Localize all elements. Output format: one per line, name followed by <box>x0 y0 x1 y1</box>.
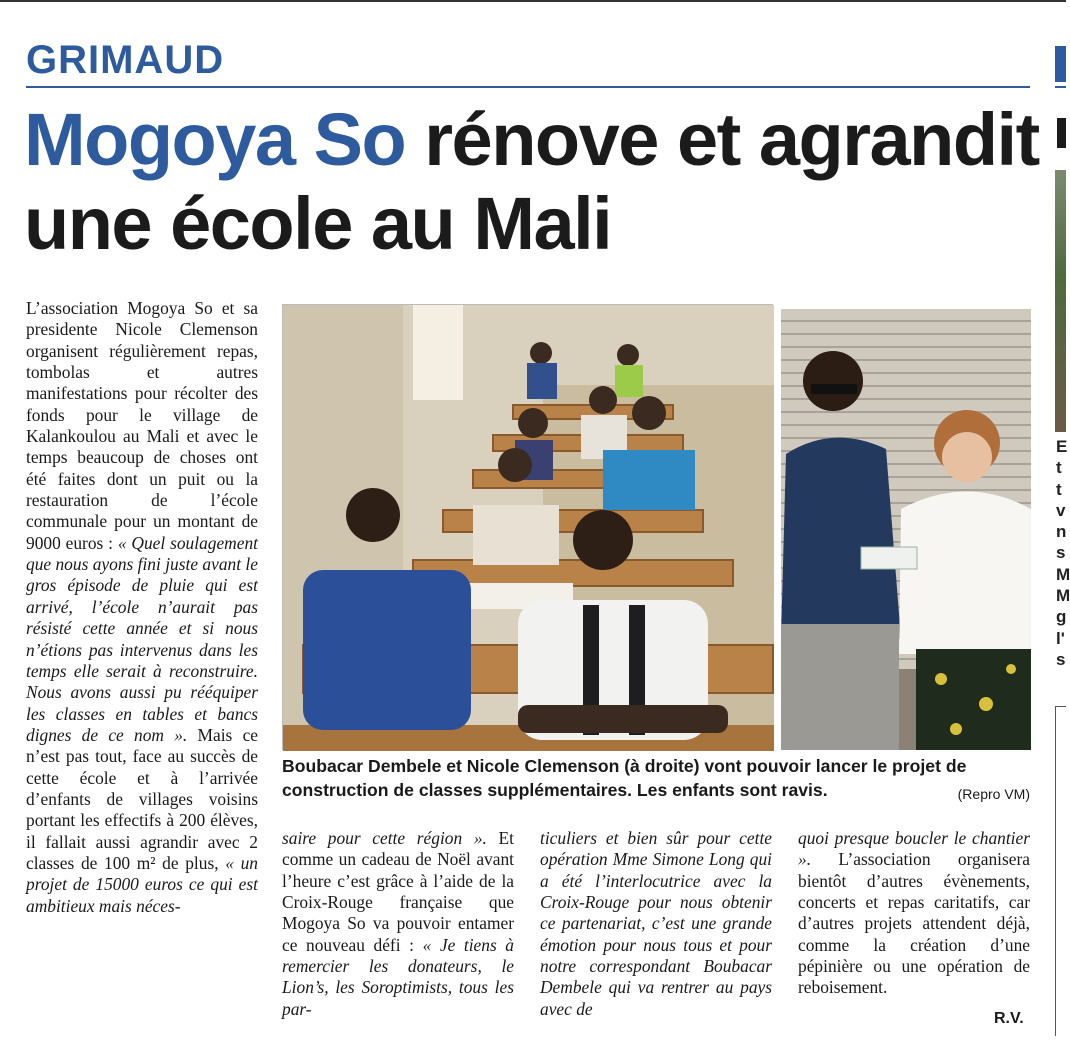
portrait-photo <box>781 309 1031 750</box>
article-column-4 <box>798 828 1030 999</box>
article-closing: L’association organisera bientôt d’autres évènements, concerts et repas caritatifs, car d’autres projets attendent déjà, comme la création d’une pépinière ou une opération de reboisement. <box>798 849 1030 998</box>
headline-highlight: Mogoya So <box>24 98 406 181</box>
quote-project: « un projet de 15000 euros ce qui est ambitieux mais néces- <box>26 852 258 916</box>
section-rubric: GRIMAUD <box>26 38 225 82</box>
quote-final: quoi presque boucler le chantier ». <box>798 828 1030 870</box>
portrait-illustration <box>781 309 1031 750</box>
article-partnership: Et comme un cadeau de Noël avant l’heure c’est grâce à l’aide de la Croix-Rouge française que Mogoya So va pouvoir entamer ce nouveau défi : <box>282 828 514 955</box>
caption-text: Boubacar Dembele et Nicole Clemenson (à droite) vont pouvoir lancer le projet de construction de classes supplémentaires. Les enfants sont ravis. <box>282 756 967 800</box>
quote-end: saire pour cette région ». <box>282 828 487 848</box>
author-signature: R.V. <box>994 1010 1024 1027</box>
article-lead: L’association Mogoya So et sa presidente Nicole Clemenson organisent régulièrement repas, tombolas et autres manifestations pour récolter des fonds pour le village de Kalankoulou au Mali et avec le temps beaucoup de choses ont été faites dont un puit ou la restauration de l’école communale pour un montant de 9000 euros : <box>26 298 258 553</box>
article-column-2 <box>282 828 514 1020</box>
rubric-divider <box>26 86 1030 88</box>
adjacent-article-text-edge: E t t v n s M M g l' s <box>1056 437 1070 669</box>
photo-caption <box>282 754 1030 806</box>
adjacent-article-title-edge <box>1057 118 1066 148</box>
adjacent-article-photo-edge <box>1055 170 1066 432</box>
quote-thanks: « Je tiens à remercier les donateurs, le Lion’s, les Soroptimists, tous les par- <box>282 934 515 1019</box>
article-column-1 <box>26 298 258 917</box>
classroom-illustration <box>283 305 774 751</box>
classroom-photo <box>282 304 773 750</box>
headline-rest: rénove et agrandit une école au Mali <box>24 98 1039 265</box>
adjacent-article-rubric-edge <box>1055 46 1066 82</box>
headline <box>24 98 1054 266</box>
adjacent-article-box-edge <box>1055 706 1066 1036</box>
quote-president: « Quel soulagement que nous ayons fini juste avant le gros épisode de pluie qui est arrivé, l’école n’aurait pas résisté cette année et si nous n’étions pas intervenus dans les temps elle serait à reconstruire. Nous avons aussi pu rééquiper les classes en tables et bancs dignes de ce nom ». <box>26 532 258 745</box>
top-border <box>0 0 1066 2</box>
article-continued: Mais ce n’est pas tout, face au succès de cette école et à l’arrivée d’enfants de villages voisins portant les effectifs à 200 élèves, il fallait aussi agrandir avec 2 classes de 100 m² de plus, <box>26 724 259 873</box>
photo-credit: (Repro VM) <box>957 786 1030 802</box>
adjacent-article-rule-edge <box>1055 86 1066 88</box>
quote-thanks-continued: ticuliers et bien sûr pour cette opération Mme Simone Long qui a été l’interlocutrice avec la Croix-Rouge pour nous obtenir ce partenariat, c’est une grande émotion pour nous tous et pour notre correspondant Boubacar Dembele qui va rentrer au pays avec de <box>540 828 772 1019</box>
article-column-3 <box>540 828 772 1020</box>
